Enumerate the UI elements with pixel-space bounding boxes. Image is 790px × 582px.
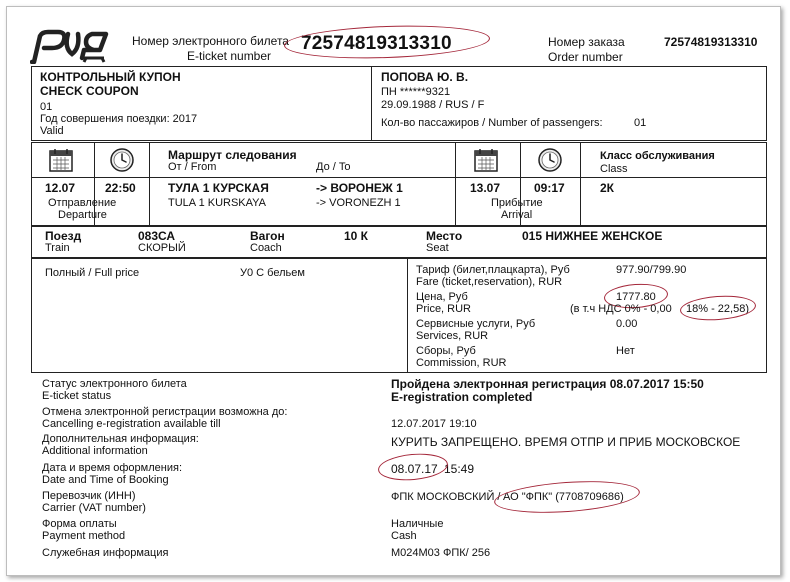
status-label-en: E-ticket status [42,390,112,402]
carrier-label-ru: Перевозчик (ИНН) [42,490,136,502]
eticket-label-en: E-ticket number [187,49,272,63]
commission-value: Нет [616,345,635,357]
coach-label-en: Coach [250,242,282,254]
commission-label-en: Commission, RUR [416,357,507,369]
departure-label-en: Departure [58,209,107,221]
payment-label-en: Payment method [42,530,126,542]
additional-value: КУРИТЬ ЗАПРЕЩЕНО. ВРЕМЯ ОТПР И ПРИБ МОСКОВСКОЕ [391,435,741,449]
cancel-value: 12.07.2017 19:10 [391,418,477,430]
services-label-ru: Сервисные услуги, Руб [416,318,536,330]
calendar-icon [473,147,499,173]
status-value-en: E-registration completed [391,390,533,404]
payment-label-ru: Форма оплаты [42,518,117,530]
bedding-value: У0 С бельем [240,267,305,279]
eticket-number: 72574819313310 [301,33,452,54]
payment-value-en: Cash [391,530,417,542]
cancel-label-en: Cancelling e-registration available till [42,418,221,430]
coach-value: 10 К [344,229,369,243]
order-label-ru: Номер заказа [548,35,625,49]
passenger-dob: 29.09.1988 / RUS / F [381,99,485,111]
class-label-en: Class [600,163,628,175]
cancel-label-ru: Отмена электронной регистрации возможна до: [42,406,288,418]
additional-label-en: Additional information [42,445,148,457]
eticket-label-ru: Номер электронного билета [132,34,289,48]
clock-icon [109,147,135,173]
price-label-ru: Цена, Руб [416,291,468,303]
tariff-value: 977.90/799.90 [616,264,687,276]
booking-label-en: Date and Time of Booking [42,474,169,486]
additional-label-ru: Дополнительная информация: [42,433,199,445]
train-label-en: Train [45,242,70,254]
seat-label-en: Seat [426,242,449,254]
coupon-code: 01 [40,101,53,113]
carrier-org: АО "ФПК" (7708709686) [503,491,624,503]
from-station-ru: ТУЛА 1 КУРСКАЯ [168,181,269,195]
departure-date: 12.07 [45,181,76,195]
train-number: 083СА [138,229,176,243]
seat-value: 015 НИЖНЕЕ ЖЕНСКОЕ [522,229,663,243]
status-label-ru: Статус электронного билета [42,378,187,390]
train-type: СКОРЫЙ [138,242,186,254]
to-label: До / To [316,161,351,173]
arrival-label-en: Arrival [501,209,533,221]
vat-prefix: (в т.ч НДС 0% - 0,00 [570,303,672,315]
carrier-label-en: Carrier (VAT number) [42,502,146,514]
coupon-title-en: CHECK COUPON [40,84,139,98]
passenger-name: ПОПОВА Ю. В. [381,70,469,84]
passenger-passport: ПН ******9321 [381,86,451,98]
service-info-label: Служебная информация [42,547,169,559]
price-value: 1777.80 [616,291,656,303]
departure-label-ru: Отправление [48,197,117,209]
booking-date: 08.07.17 [391,462,438,476]
arrival-date: 13.07 [470,181,501,195]
passenger-count: 01 [634,117,647,129]
coupon-title-ru: КОНТРОЛЬНЫЙ КУПОН [40,70,181,84]
class-label-ru: Класс обслуживания [600,150,715,162]
coach-label-ru: Вагон [250,229,285,243]
train-label-ru: Поезд [45,229,82,243]
calendar-icon [48,147,74,173]
vat-18: 18% - 22,58) [686,303,749,315]
full-price-label: Полный / Full price [45,267,140,279]
commission-label-ru: Сборы, Руб [416,345,476,357]
coupon-valid-en: Valid [40,125,64,137]
service-info-value: М024М03 ФПК/ 256 [391,547,491,559]
coupon-valid-ru: Год совершения поездки: 2017 [40,113,198,125]
booking-label-ru: Дата и время оформления: [42,462,183,474]
services-label-en: Services, RUR [416,330,489,342]
clock-icon [537,147,563,173]
rzd-logo [30,28,110,64]
arrival-time: 09:17 [534,181,565,195]
price-label-en: Price, RUR [416,303,472,315]
to-station-en: -> VORONEZH 1 [316,197,401,209]
passenger-count-label: Кол-во пассажиров / Number of passengers: [381,117,603,129]
booking-time: 15:49 [444,462,475,476]
services-value: 0.00 [616,318,638,330]
route-label: Маршрут следования [168,148,297,162]
tariff-label-ru: Тариф (билет,плацкарта), Руб [416,264,570,276]
from-station-en: TULA 1 KURSKAYA [168,197,267,209]
order-number: 72574819313310 [664,35,758,49]
carrier-prefix: ФПК МОСКОВСКИЙ / [391,491,501,503]
seat-label-ru: Место [426,229,463,243]
status-value-ru: Пройдена электронная регистрация 08.07.2017 15:50 [391,377,704,391]
order-label-en: Order number [548,50,623,64]
to-station-ru: -> ВОРОНЕЖ 1 [316,181,403,195]
departure-time: 22:50 [105,181,136,195]
from-label: От / From [168,161,217,173]
payment-value-ru: Наличные [391,518,444,530]
tariff-label-en: Fare (ticket,reservation), RUR [416,276,563,288]
class-value: 2К [600,181,614,195]
arrival-label-ru: Прибытие [491,197,543,209]
